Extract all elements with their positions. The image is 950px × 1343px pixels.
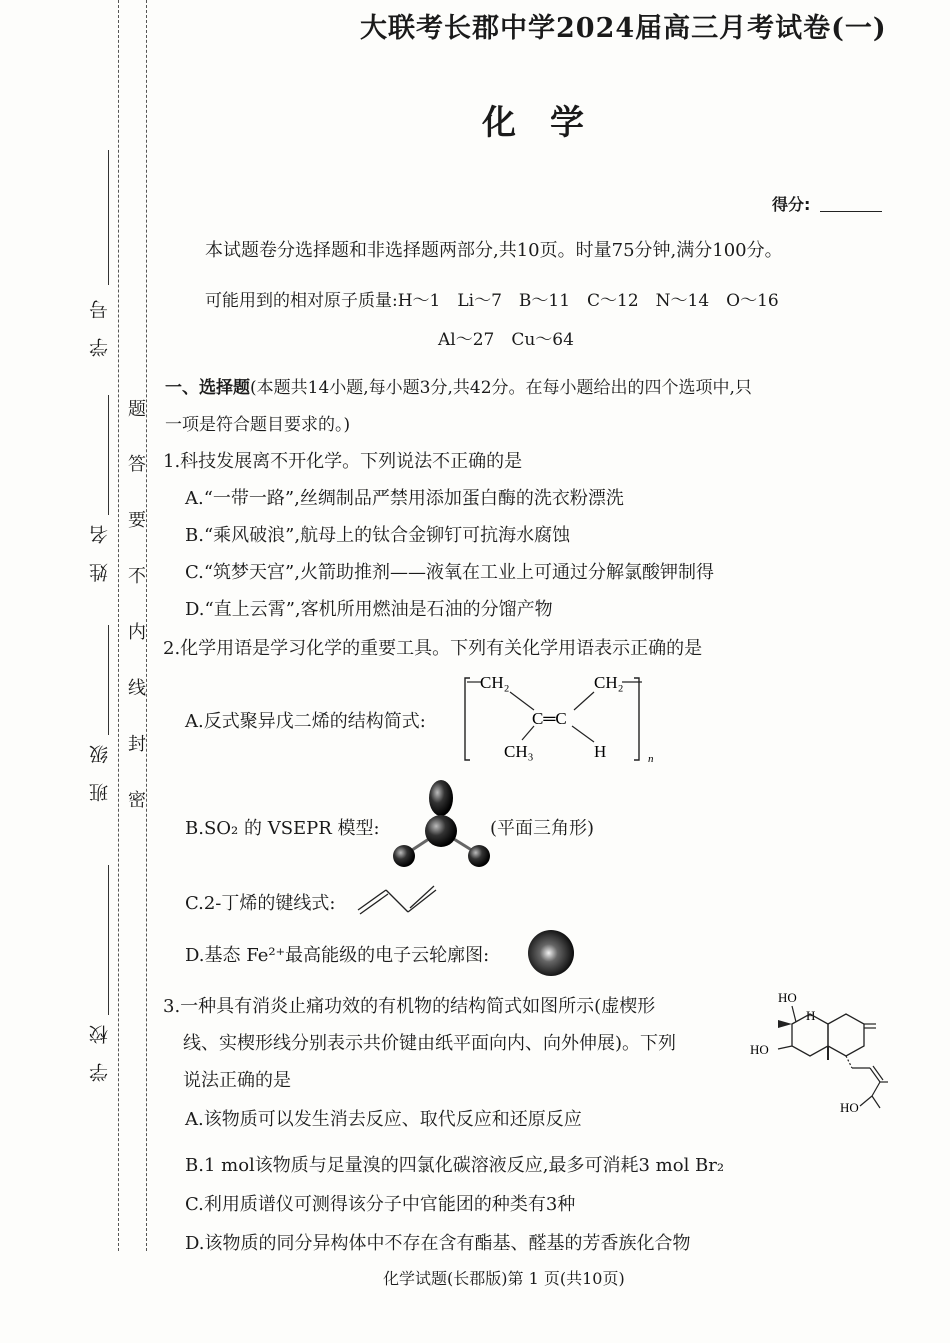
name-label: 姓 名 xyxy=(89,525,111,582)
subject-title: 化 学 xyxy=(482,103,584,143)
section-desc-2: 一项是符合题目要求的。) xyxy=(165,415,351,435)
lone-pair-lobe xyxy=(429,780,453,816)
question-1-stem: 1.科技发展离不开化学。下列说法不正确的是 xyxy=(163,451,523,472)
polyisoprene-structure xyxy=(462,670,662,770)
score-label: 得分: xyxy=(772,195,811,214)
question-2-option-b[interactable]: B.SO₂ 的 VSEPR 模型: xyxy=(185,818,380,839)
question-1-option-d[interactable]: D.“直上云霄”,客机所用燃油是石油的分馏产物 xyxy=(185,599,553,620)
ho-left: HO xyxy=(750,1042,769,1057)
side-chain-4 xyxy=(872,1082,880,1096)
oxygen-atom-right xyxy=(468,845,490,867)
class-label: 班 级 xyxy=(89,745,111,802)
school-label: 学 校 xyxy=(89,1025,111,1082)
binding-line-outer xyxy=(118,0,119,1251)
bond-4 xyxy=(572,726,594,742)
question-3-stem-1: 3.一种具有消炎止痛功效的有机物的结构简式如图所示(虚楔形 xyxy=(163,996,656,1017)
wedge-methyl xyxy=(778,1020,792,1028)
question-3-option-a[interactable]: A.该物质可以发生消去反应、取代反应和还原反应 xyxy=(185,1109,582,1130)
butene-skeletal-formula xyxy=(356,884,440,916)
bracket-left xyxy=(465,678,470,760)
seal-char: 封 xyxy=(128,734,146,755)
seal-char: 线 xyxy=(128,678,146,699)
oh-bond-left xyxy=(778,1046,792,1049)
s-orbital xyxy=(528,930,574,976)
school-blank[interactable] xyxy=(108,865,109,1015)
question-1-option-b[interactable]: B.“乘风破浪”,航母上的钛合金铆钉可抗海水腐蚀 xyxy=(185,525,571,546)
section-heading xyxy=(165,373,752,398)
intro-line: 本试题卷分选择题和非选择题两部分,共10页。时量75分钟,满分100分。 xyxy=(205,240,783,261)
oh-bond-bottom xyxy=(860,1096,872,1106)
bracket-right xyxy=(634,678,639,760)
seal-char: 不 xyxy=(128,566,146,587)
question-1-option-a[interactable]: A.“一带一路”,丝绸制品严禁用添加蛋白酶的洗衣粉漂洗 xyxy=(185,488,624,509)
question-3-option-d[interactable]: D.该物质的同分异构体中不存在含有酯基、醛基的芳香族化合物 xyxy=(185,1233,691,1254)
bond-1b xyxy=(360,894,388,914)
student-number-label: 学 号 xyxy=(89,300,111,357)
organic-molecule-structure xyxy=(748,984,890,1120)
oxygen-atom-left xyxy=(393,845,415,867)
central-atom xyxy=(425,815,457,847)
ring-b xyxy=(828,1014,864,1056)
seal-char: 密 xyxy=(128,790,146,811)
bond-3 xyxy=(522,726,534,740)
name-blank[interactable] xyxy=(108,395,109,515)
question-3-stem-2: 线、实楔形线分别表示共价键由纸平面向内、向外伸展)。下列 xyxy=(183,1033,677,1054)
question-3-option-b[interactable]: B.1 mol该物质与足量溴的四氯化碳溶液反应,最多可消耗3 mol Br₂ xyxy=(185,1155,725,1176)
bond-1 xyxy=(358,890,386,910)
atomic-mass-line-1: 可能用到的相对原子质量:H～1 Li～7 B～11 C～12 N～14 O～16 xyxy=(205,291,779,311)
electron-cloud-sphere xyxy=(526,928,576,978)
h-atom: H xyxy=(594,742,607,761)
question-3-option-c[interactable]: C.利用质谱仪可测得该分子中官能团的种类有3种 xyxy=(185,1194,576,1215)
section-title: 一、选择题 xyxy=(165,378,250,398)
page-footer: 化学试题(长郡版)第 1 页(共10页) xyxy=(383,1269,625,1288)
so2-vsepr-model xyxy=(388,776,498,872)
side-chain-2b xyxy=(873,1066,883,1080)
atomic-mass-line-2: Al～27 Cu～64 xyxy=(438,330,574,350)
question-3-stem-3: 说法正确的是 xyxy=(183,1070,291,1091)
student-number-blank[interactable] xyxy=(108,150,109,285)
question-2-option-c[interactable]: C.2-丁烯的键线式: xyxy=(185,893,336,914)
bond-3b xyxy=(410,886,434,908)
double-bond: C═C xyxy=(532,709,567,728)
seal-char: 答 xyxy=(128,454,146,475)
ho-bottom: HO xyxy=(840,1100,859,1115)
exam-title: 大联考长郡中学2024届高三月考试卷(一) xyxy=(360,13,887,44)
bond-3 xyxy=(408,890,436,912)
class-blank[interactable] xyxy=(108,625,109,735)
oh-bond-top xyxy=(792,1006,796,1022)
bond-1 xyxy=(510,692,534,710)
repeat-subscript: n xyxy=(648,753,654,765)
question-2-stem: 2.化学用语是学习化学的重要工具。下列有关化学用语表示正确的是 xyxy=(163,638,703,659)
question-1-option-c[interactable]: C.“筑梦天宫”,火箭助推剂——液氧在工业上可通过分解氯酸钾制得 xyxy=(185,562,714,583)
section-desc-1: (本题共14小题,每小题3分,共42分。在每小题给出的四个选项中,只 xyxy=(250,378,752,398)
seal-char: 内 xyxy=(128,622,146,643)
bond-2 xyxy=(386,890,408,912)
side-chain-dash xyxy=(846,1056,852,1068)
ho-top: HO xyxy=(778,990,797,1005)
h-label: H xyxy=(806,1008,816,1023)
binding-line-inner xyxy=(146,0,147,1251)
side-chain-5 xyxy=(872,1096,880,1108)
seal-char: 题 xyxy=(128,399,146,420)
ch2-left: CH₂ xyxy=(480,673,510,692)
bond-2 xyxy=(574,692,594,710)
side-chain-2 xyxy=(870,1068,880,1082)
question-2-option-d[interactable]: D.基态 Fe²⁺最高能级的电子云轮廓图: xyxy=(185,945,490,966)
ch3-group: CH₃ xyxy=(504,742,534,761)
score-blank[interactable] xyxy=(820,211,882,212)
question-2-option-b-note: (平面三角形) xyxy=(490,818,595,839)
seal-char: 要 xyxy=(128,510,146,531)
ch2-right: CH₂ xyxy=(594,673,624,692)
question-2-option-a[interactable]: A.反式聚异戊二烯的结构简式: xyxy=(185,711,426,732)
